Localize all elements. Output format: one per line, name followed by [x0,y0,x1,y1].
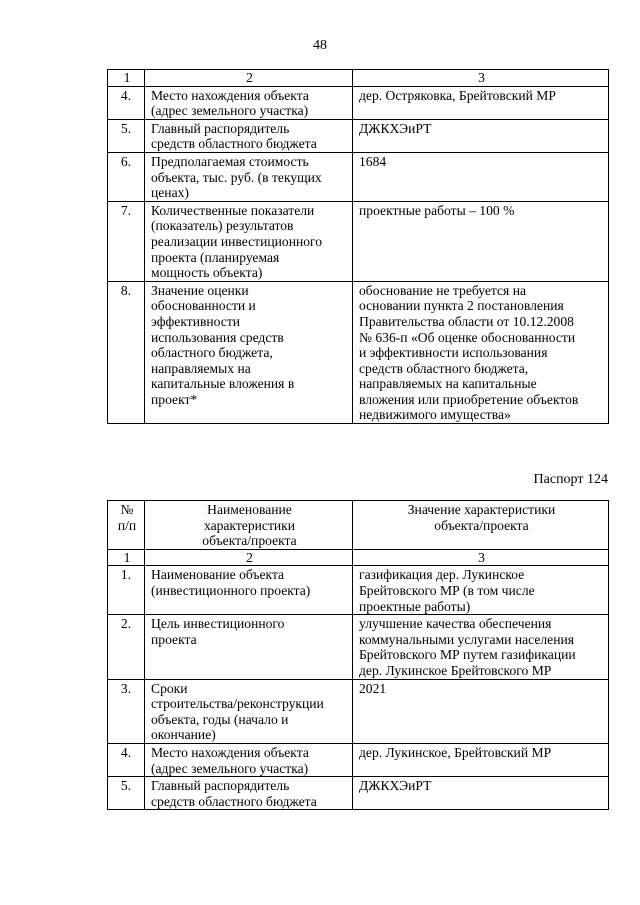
column-title-characteristic: Наименование характеристики объекта/проекта [145,501,353,550]
table-row [108,777,609,810]
row-value: ДЖКХЭиРТ [353,777,609,810]
passport-table-continued [107,69,609,424]
header-cell: 1 [108,70,145,87]
header-cell: 2 [145,549,353,566]
row-number: 4. [108,86,145,119]
table-row [108,566,609,615]
row-value: улучшение качества обеспечения коммунальными услугами населения Брейтовского МР путем газификации дер. Лукинское Брейтовского МР [353,615,609,679]
header-cell: 3 [353,70,609,87]
page-number: 48 [313,38,327,53]
row-number: 8. [108,281,145,423]
row-characteristic: Главный распорядитель средств областного бюджета [145,777,353,810]
row-number: 5. [108,777,145,810]
row-value: ДЖКХЭиРТ [353,119,609,152]
row-number: 1. [108,566,145,615]
table-row [108,86,609,119]
passport-title: Паспорт 124 [533,472,608,487]
row-number: 3. [108,679,145,743]
row-value: 2021 [353,679,609,743]
row-number: 5. [108,119,145,152]
table-header-row [108,549,609,566]
row-number: 2. [108,615,145,679]
table-row [108,152,609,201]
row-characteristic: Предполагаемая стоимость объекта, тыс. руб. (в текущих ценах) [145,152,353,201]
header-cell: 3 [353,549,609,566]
row-value: дер. Остряковка, Брейтовский МР [353,86,609,119]
row-characteristic: Цель инвестиционного проекта [145,615,353,679]
row-number: 4. [108,743,145,776]
header-cell: 2 [145,70,353,87]
row-characteristic: Место нахождения объекта (адрес земельного участка) [145,743,353,776]
table-row [108,743,609,776]
row-number: 6. [108,152,145,201]
row-characteristic: Количественные показатели (показатель) результатов реализации инвестиционного проекта (планируемая мощность объекта) [145,201,353,281]
table-row [108,281,609,423]
row-characteristic: Главный распорядитель средств областного бюджета [145,119,353,152]
row-characteristic: Сроки строительства/реконструкции объекта, годы (начало и окончание) [145,679,353,743]
row-characteristic: Значение оценки обоснованности и эффективности использования средств областного бюджета, направляемых на капитальные вложения в проект* [145,281,353,423]
table-row [108,119,609,152]
row-value: газификация дер. Лукинское Брейтовского МР (в том числе проектные работы) [353,566,609,615]
column-title-value: Значение характеристики объекта/проекта [353,501,609,550]
row-value: обоснование не требуется на основании пункта 2 постановления Правительства области от 10.12.2008 № 636-п «Об оценке обоснованности и эффективности использования средств областного бюджета, направляемых на капитальные вложения или приобретение объектов недвижимого имущества» [353,281,609,423]
row-value: проектные работы – 100 % [353,201,609,281]
table-header-row [108,70,609,87]
row-value: дер. Лукинское, Брейтовский МР [353,743,609,776]
row-characteristic: Место нахождения объекта (адрес земельного участка) [145,86,353,119]
table-column-titles-row [108,501,609,550]
column-title-number: № п/п [108,501,145,550]
header-cell: 1 [108,549,145,566]
table-row [108,201,609,281]
table-row [108,679,609,743]
row-number: 7. [108,201,145,281]
table-row [108,615,609,679]
row-value: 1684 [353,152,609,201]
row-characteristic: Наименование объекта (инвестиционного проекта) [145,566,353,615]
passport-table [107,500,609,810]
